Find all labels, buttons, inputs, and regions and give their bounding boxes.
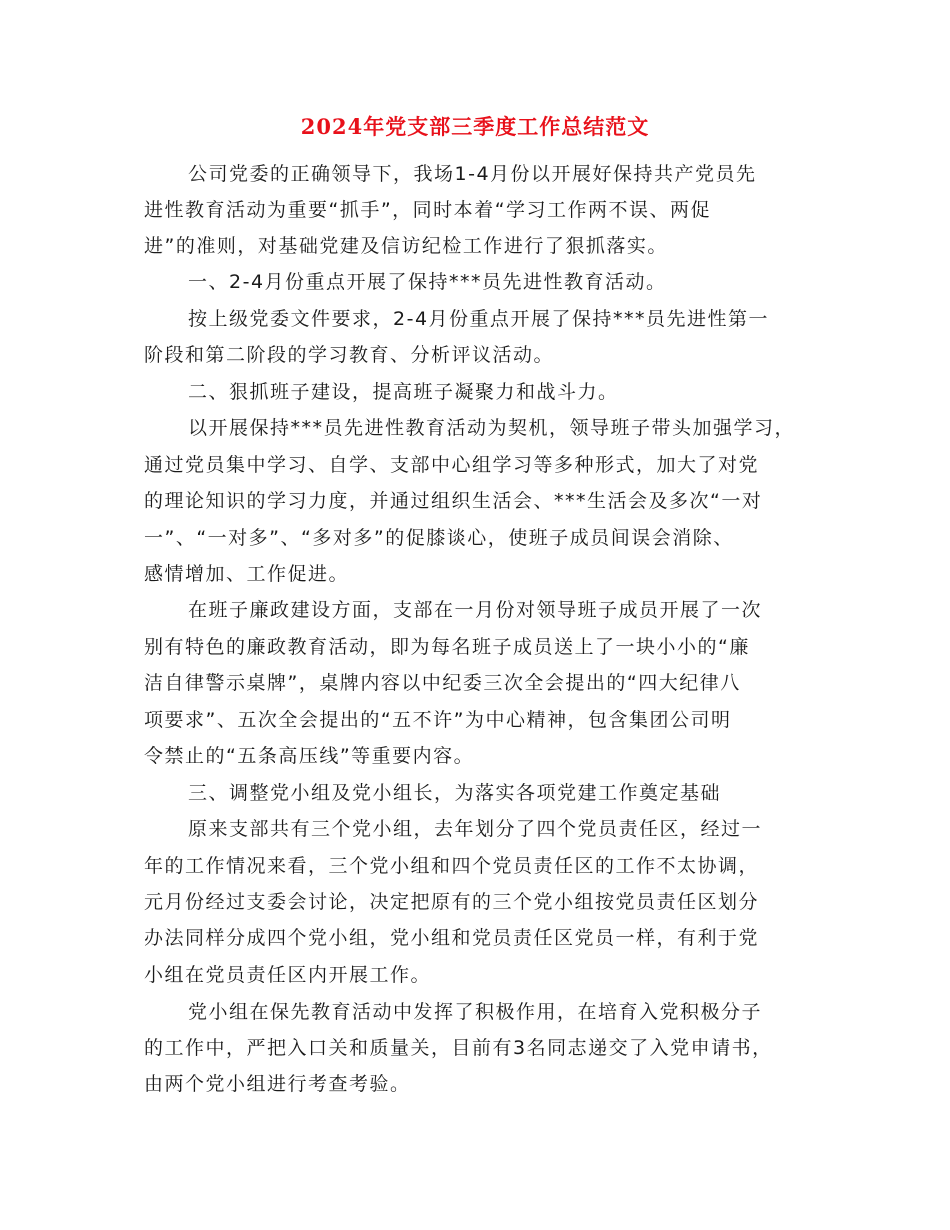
paragraph-line: 以开展保持***员先进性教育活动为契机，领导班子带头加强学习， <box>188 417 796 439</box>
paragraph-line: 别有特色的廉政教育活动，即为每名班子成员送上了一块小小的“廉 <box>144 636 750 658</box>
paragraph-line: 原来支部共有三个党小组，去年划分了四个党员责任区，经过一 <box>188 818 763 840</box>
document-title: 2024年党支部三季度工作总结范文 <box>300 114 650 139</box>
paragraph-line: 项要求”、五次全会提出的“五不许”为中心精神，包含集团公司明 <box>144 709 732 731</box>
paragraph-line: 通过党员集中学习、自学、支部中心组学习等多种形式，加大了对党 <box>144 454 760 476</box>
paragraph-line: 公司党委的正确领导下，我场1-4月份以开展好保持共产党员先 <box>188 163 757 185</box>
paragraph-line: 进”的准则，对基础党建及信访纪检工作进行了狠抓落实。 <box>144 235 668 257</box>
paragraph-line: 在班子廉政建设方面，支部在一月份对领导班子成员开展了一次 <box>188 599 763 621</box>
paragraph-line: 洁自律警示桌牌”，桌牌内容以中纪委三次全会提出的“四大纪律八 <box>144 672 741 694</box>
section-heading: 一、2-4月份重点开展了保持***员先进性教育活动。 <box>188 271 667 293</box>
section-heading: 二、狠抓班子建设，提高班子凝聚力和战斗力。 <box>188 381 619 403</box>
paragraph-line: 一”、“一对多”、“多对多”的促膝谈心，使班子成员间误会消除、 <box>144 527 734 549</box>
paragraph-line: 小组在党员责任区内开展工作。 <box>144 964 432 986</box>
paragraph-line: 年的工作情况来看，三个党小组和四个党员责任区的工作不太协调， <box>144 855 760 877</box>
paragraph-line: 进性教育活动为重要“抓手”，同时本着“学习工作两不误、两促 <box>144 199 712 221</box>
paragraph-line: 阶段和第二阶段的学习教育、分析评议活动。 <box>144 344 555 366</box>
paragraph-line: 的理论知识的学习力度，并通过组织生活会、***生活会及多次“一对 <box>144 490 763 512</box>
paragraph-line: 的工作中，严把入口关和质量关，目前有3名同志递交了入党申请书， <box>144 1037 773 1059</box>
paragraph-line: 令禁止的“五条高压线”等重要内容。 <box>144 745 475 767</box>
paragraph-line: 办法同样分成四个党小组，党小组和党员责任区党员一样，有利于党 <box>144 927 760 949</box>
section-heading: 三、调整党小组及党小组长，为落实各项党建工作奠定基础 <box>188 782 722 804</box>
paragraph-line: 感情增加、工作促进。 <box>144 563 350 585</box>
paragraph-line: 由两个党小组进行考查考验。 <box>144 1073 411 1095</box>
paragraph-line: 按上级党委文件要求，2-4月份重点开展了保持***员先进性第一 <box>188 308 770 330</box>
paragraph-line: 元月份经过支委会讨论，决定把原有的三个党小组按党员责任区划分 <box>144 891 760 913</box>
paragraph-line: 党小组在保先教育活动中发挥了积极作用，在培育入党积极分子 <box>188 1001 763 1023</box>
